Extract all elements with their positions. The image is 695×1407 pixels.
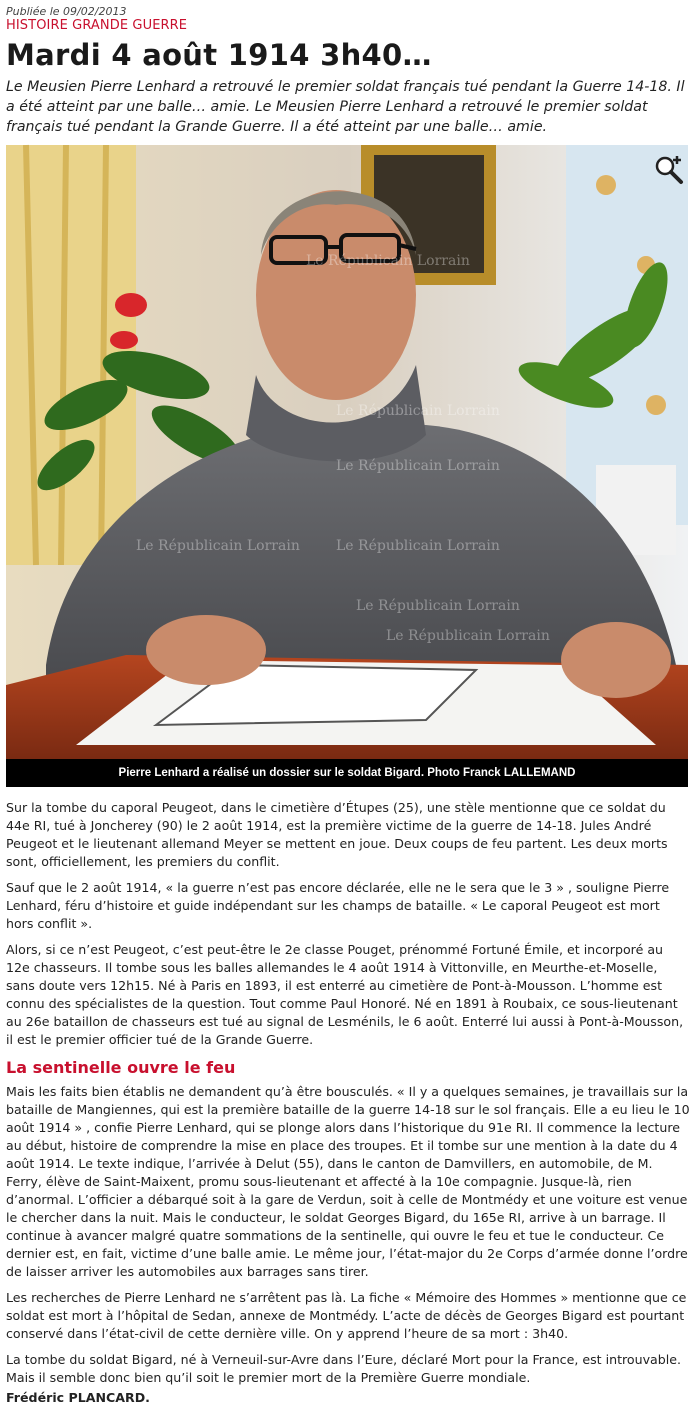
body-paragraph: Alors, si ce n’est Peugeot, c’est peut-être le 2e classe Pouget, prénommé Fortuné Émile, et incorporé au 12e chasseurs. Il tombe sous les balles allemandes le 4 août 1914 à Vittonville, en Meurthe-et-Moselle, sans doute vers 12h15. Né à Paris en 1893, il est enterré au cimetière de Pont-à-Mousson. L’homme est connu des spécialistes de la question. Tout comme Paul Honoré. Né en 1891 à Roubaix, ce sous-lieutenant au 26e bataillon de chasseurs est tué au signal de Lesménils, le 6 août. Enterré lui aussi à Pont-à-Mousson, il est le premier officier tué de la Grande Guerre. <box>6 942 684 1047</box>
section-subheading: La sentinelle ouvre le feu <box>6 1058 236 1077</box>
watermark-text: Le Républicain Lorrain <box>336 403 500 419</box>
watermark-text: Le Républicain Lorrain <box>356 598 520 614</box>
body-paragraph: Sauf que le 2 août 1914, « la guerre n’est pas encore déclarée, elle ne le sera que le 3 » , souligne Pierre Lenhard, féru d’histoire et guide indépendant sur les champs de bataille. « Le caporal Peugeot est mort hors conflit ». <box>6 880 670 931</box>
watermark-text: Le Républicain Lorrain <box>136 538 300 554</box>
publication-date: Publiée le 09/02/2013 <box>6 5 127 18</box>
article-title: Mardi 4 août 1914 3h40… <box>6 38 432 72</box>
watermark-text: Le Républicain Lorrain <box>336 538 500 554</box>
article-photo-figure <box>6 145 688 787</box>
body-paragraph: Sur la tombe du caporal Peugeot, dans le cimetière d’Étupes (25), une stèle mentionne que ce soldat du 44e RI, tué à Joncherey (90) le 2 août 1914, est la première victime de la guerre de 14-18. Jules André Peugeot et le lieutenant allemand Meyer se mettent en joue. Deux coups de feu partent. Les deux morts sont, officiellement, les premiers du conflit. <box>6 800 668 869</box>
photo-caption: Pierre Lenhard a réalisé un dossier sur le soldat Bigard. Photo Franck LALLEMAND <box>6 759 688 787</box>
watermark-text: Le Républicain Lorrain <box>306 253 470 269</box>
article-lead: Le Meusien Pierre Lenhard a retrouvé le premier soldat français tué pendant la Guerre 14-18. Il a été atteint par une balle… amie. Le Meusien Pierre Lenhard a retrouvé le premier soldat français tué pendant la Grande Guerre. Il a été atteint par une balle… amie. <box>6 79 685 135</box>
body-paragraph: Les recherches de Pierre Lenhard ne s’arrêtent pas là. La fiche « Mémoire des Hommes » mentionne que ce soldat est mort à l’hôpital de Sedan, annexe de Montmédy. L’acte de décès de Georges Bigard est pourtant conservé dans l’état-civil de cette dernière ville. On y apprend l’heure de sa mort : 3h40. <box>6 1290 687 1341</box>
body-paragraph: Mais les faits bien établis ne demandent qu’à être bousculés. « Il y a quelques semaines, je travaillais sur la bataille de Mangiennes, qui est la première bataille de la guerre 14-18 sur le sol français. Elle a eu lieu le 10 août 1914 » , confie Pierre Lenhard, qui se plonge alors dans l’historique du 91e RI. Il commence la lecture au début, histoire de comprendre la mise en place des troupes. Et il tombe sur une mention à la date du 4 août 1914. Le texte indique, l’arrivée à Delut (55), dans le canton de Damvillers, en automobile, de M. Ferry, élève de Saint-Maixent, promu sous-lieutenant et affecté à la 10e compagnie. Jusque-là, rien d’anormal. L’officier a débarqué soit à la gare de Verdun, soit à celle de Montmédy et une voiture est venue le chercher dans la nuit. Mais le conducteur, le soldat Georges Bigard, du 165e RI, arrive à un barrage. Il continue à avancer malgré quatre sommations de la sentinelle, qui ouvre le feu et tue le conducteur. Ce dernier est, en fait, victime d’une balle amie. Le même jour, l’état-major du 2e Corps d’armée donne l’ordre de laisser arriver les automobiles aux barrages sans tirer. <box>6 1084 690 1279</box>
article-body <box>6 799 689 1407</box>
watermark-text: Le Républicain Lorrain <box>386 628 550 644</box>
section-rubric[interactable]: HISTOIRE GRANDE GUERRE <box>6 18 188 33</box>
body-paragraph: La tombe du soldat Bigard, né à Verneuil-sur-Avre dans l’Eure, déclaré Mort pour la France, est introuvable. Mais il semble donc bien qu’il soit le premier mort de la Première Guerre mondiale. <box>6 1352 682 1385</box>
zoom-in-icon[interactable] <box>654 155 684 185</box>
watermark-text: Le Républicain Lorrain <box>336 458 500 474</box>
article-photo[interactable] <box>6 145 688 759</box>
article-author: Frédéric PLANCARD. <box>6 1390 150 1405</box>
